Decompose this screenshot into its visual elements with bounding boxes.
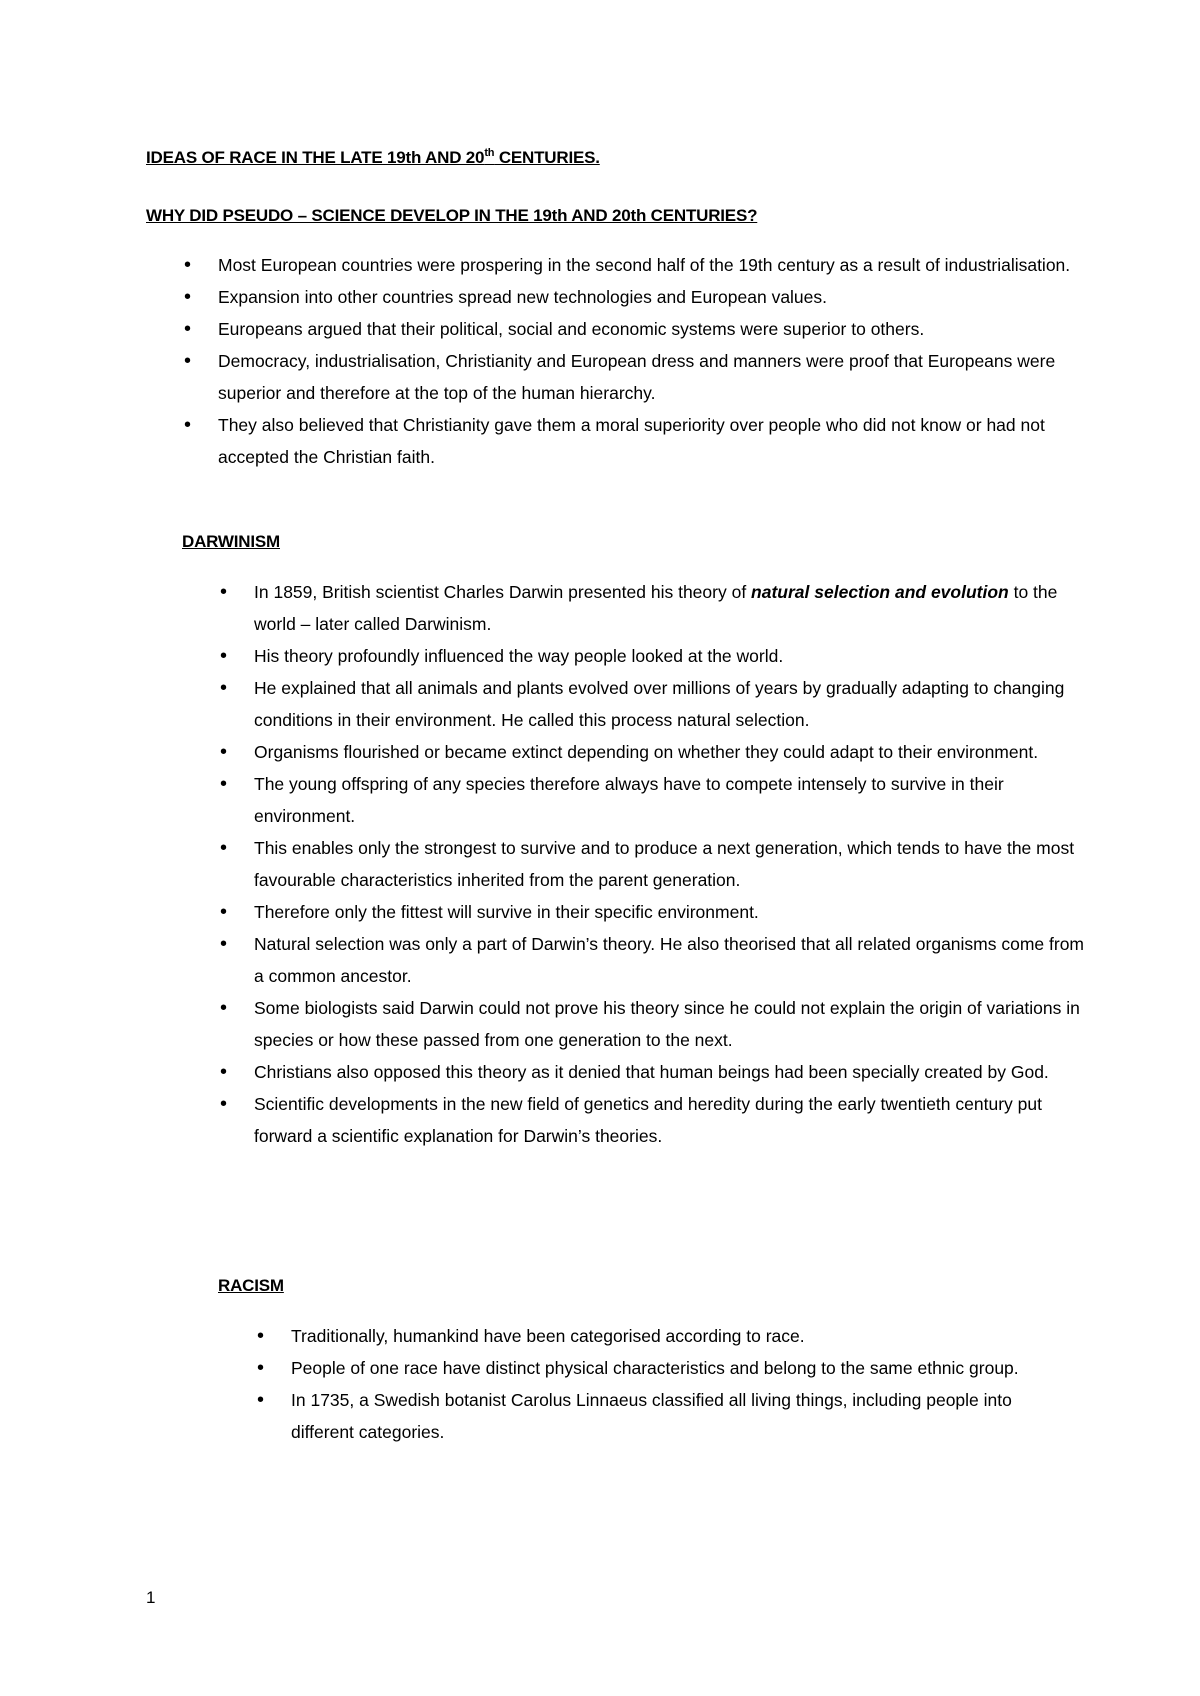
why-bullet-list: [218, 249, 1078, 473]
list-item: • People of one race have distinct physical characteristics and belong to the same ethnic group.: [291, 1352, 1071, 1384]
list-item: • Organisms flourished or became extinct depending on whether they could adapt to their environment.: [254, 736, 1086, 768]
darwin-intro-text: In 1859, British scientist Charles Darwin presented his theory of: [254, 582, 752, 602]
list-item: • His theory profoundly influenced the way people looked at the world.: [254, 640, 1086, 672]
list-item: • Europeans argued that their political, social and economic systems were superior to others.: [218, 313, 1078, 345]
list-item: • Democracy, industrialisation, Christianity and European dress and manners were proof that Europeans were superior and therefore at the top of the human hierarchy.: [218, 345, 1078, 409]
title-end: CENTURIES.: [494, 148, 600, 167]
list-item: • Christians also opposed this theory as it denied that human beings had been specially created by God.: [254, 1056, 1086, 1088]
list-item: • Scientific developments in the new field of genetics and heredity during the early twentieth century put forward a scientific explanation for Darwin’s theories.: [254, 1088, 1086, 1152]
list-item: • Traditionally, humankind have been categorised according to race.: [291, 1320, 1071, 1352]
list-item: • He explained that all animals and plants evolved over millions of years by gradually adapting to changing conditions in their environment. He called this process natural selection.: [254, 672, 1086, 736]
section-heading-darwinism: DARWINISM: [182, 532, 280, 551]
list-item: • In 1735, a Swedish botanist Carolus Linnaeus classified all living things, including people into different categories.: [291, 1384, 1071, 1448]
darwin-intro-end: to the world – later called Darwinism.: [254, 582, 1058, 634]
racism-bullet-list: [291, 1320, 1071, 1448]
list-item: • Expansion into other countries spread new technologies and European values.: [218, 281, 1078, 313]
title-superscript: th: [484, 147, 495, 159]
section-heading-why: WHY DID PSEUDO – SCIENCE DEVELOP IN THE 19th AND 20th CENTURIES?: [146, 206, 758, 225]
list-item: [254, 576, 1086, 640]
list-item: • This enables only the strongest to survive and to produce a next generation, which tends to have the most favourable characteristics inherited from the parent generation.: [254, 832, 1086, 896]
list-item: • Some biologists said Darwin could not prove his theory since he could not explain the origin of variations in species or how these passed from one generation to the next.: [254, 992, 1086, 1056]
list-item: • The young offspring of any species therefore always have to compete intensely to survive in their environment.: [254, 768, 1086, 832]
list-item: • They also believed that Christianity gave them a moral superiority over people who did not know or had not accepted the Christian faith.: [218, 409, 1078, 473]
section-heading-racism: RACISM: [218, 1276, 284, 1295]
list-item: • Most European countries were prospering in the second half of the 19th century as a result of industrialisation.: [218, 249, 1078, 281]
page-number: 1: [146, 1588, 156, 1607]
title-main: IDEAS OF RACE IN THE LATE 19th AND 20: [146, 148, 485, 167]
list-item: • Therefore only the fittest will survive in their specific environment.: [254, 896, 1086, 928]
darwinism-bullet-list: [254, 576, 1086, 1152]
document-title: [146, 148, 600, 168]
emphasis-term: natural selection and evolution: [751, 582, 1009, 602]
list-item: • Natural selection was only a part of Darwin’s theory. He also theorised that all related organisms come from a common ancestor.: [254, 928, 1086, 992]
